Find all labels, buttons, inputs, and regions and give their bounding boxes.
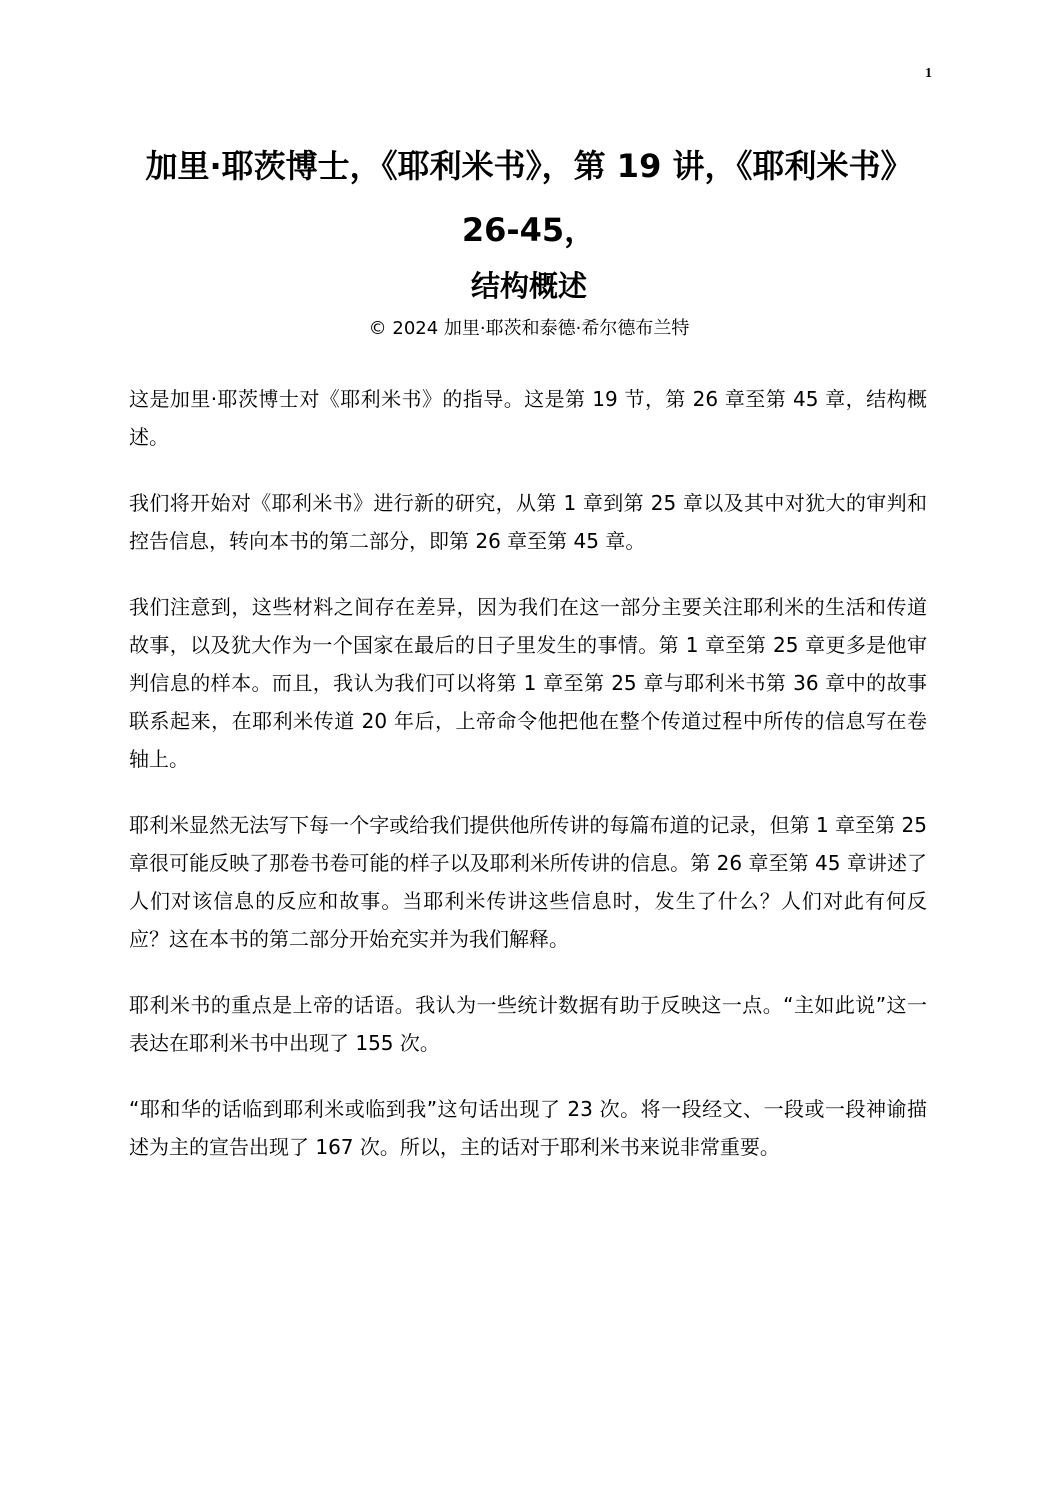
page-number: 1 bbox=[925, 66, 932, 81]
paragraph-1: 这是加里·耶茨博士对《耶利米书》的指导。这是第 19 节，第 26 章至第 45 章，结构概述。 bbox=[129, 387, 927, 449]
copyright-line: © 2024 加里·耶茨和泰德·希尔德布兰特 bbox=[368, 318, 690, 339]
paragraph-5: 耶利米书的重点是上帝的话语。我认为一些统计数据有助于反映这一点。“主如此说”这一表达在耶利米书中出现了 155 次。 bbox=[129, 993, 927, 1055]
title-block bbox=[130, 134, 928, 342]
paragraph-6: “耶和华的话临到耶利米或临到我”这句话出现了 23 次。将一段经文、一段或一段神谕描述为主的宣告出现了 167 次。所以，主的话对于耶利米书来说非常重要。 bbox=[129, 1097, 927, 1159]
paragraph-2: 我们将开始对《耶利米书》进行新的研究，从第 1 章到第 25 章以及其中对犹大的审判和控告信息，转向本书的第二部分，即第 26 章至第 45 章。 bbox=[129, 491, 927, 553]
paragraph-4: 耶利米显然无法写下每一个字或给我们提供他所传讲的每篇布道的记录，但第 1 章至第 25 章很可能反映了那卷书卷可能的样子以及耶利米所传讲的信息。第 26 章至第 45 章讲述了人们对该信息的反应和故事。当耶利米传讲这些信息时，发生了什么？人们对此有何反应？这在本书的第二部分开始充实并为我们解释。 bbox=[129, 813, 927, 951]
paragraph-3: 我们注意到，这些材料之间存在差异，因为我们在这一部分主要关注耶利米的生活和传道故事，以及犹大作为一个国家在最后的日子里发生的事情。第 1 章至第 25 章更多是他审判信息的样本。而且，我认为我们可以将第 1 章至第 25 章与耶利米书第 36 章中的故事联系起来，在耶利米传道 20 年后，上帝命令他把他在整个传道过程中所传的信息写在卷轴上。 bbox=[129, 595, 927, 771]
document-title: 加里·耶茨博士，《耶利米书》，第 19 讲，《耶利米书》26-45， bbox=[145, 147, 913, 249]
document-subtitle: 结构概述 bbox=[470, 269, 587, 303]
document-body bbox=[129, 380, 927, 1194]
